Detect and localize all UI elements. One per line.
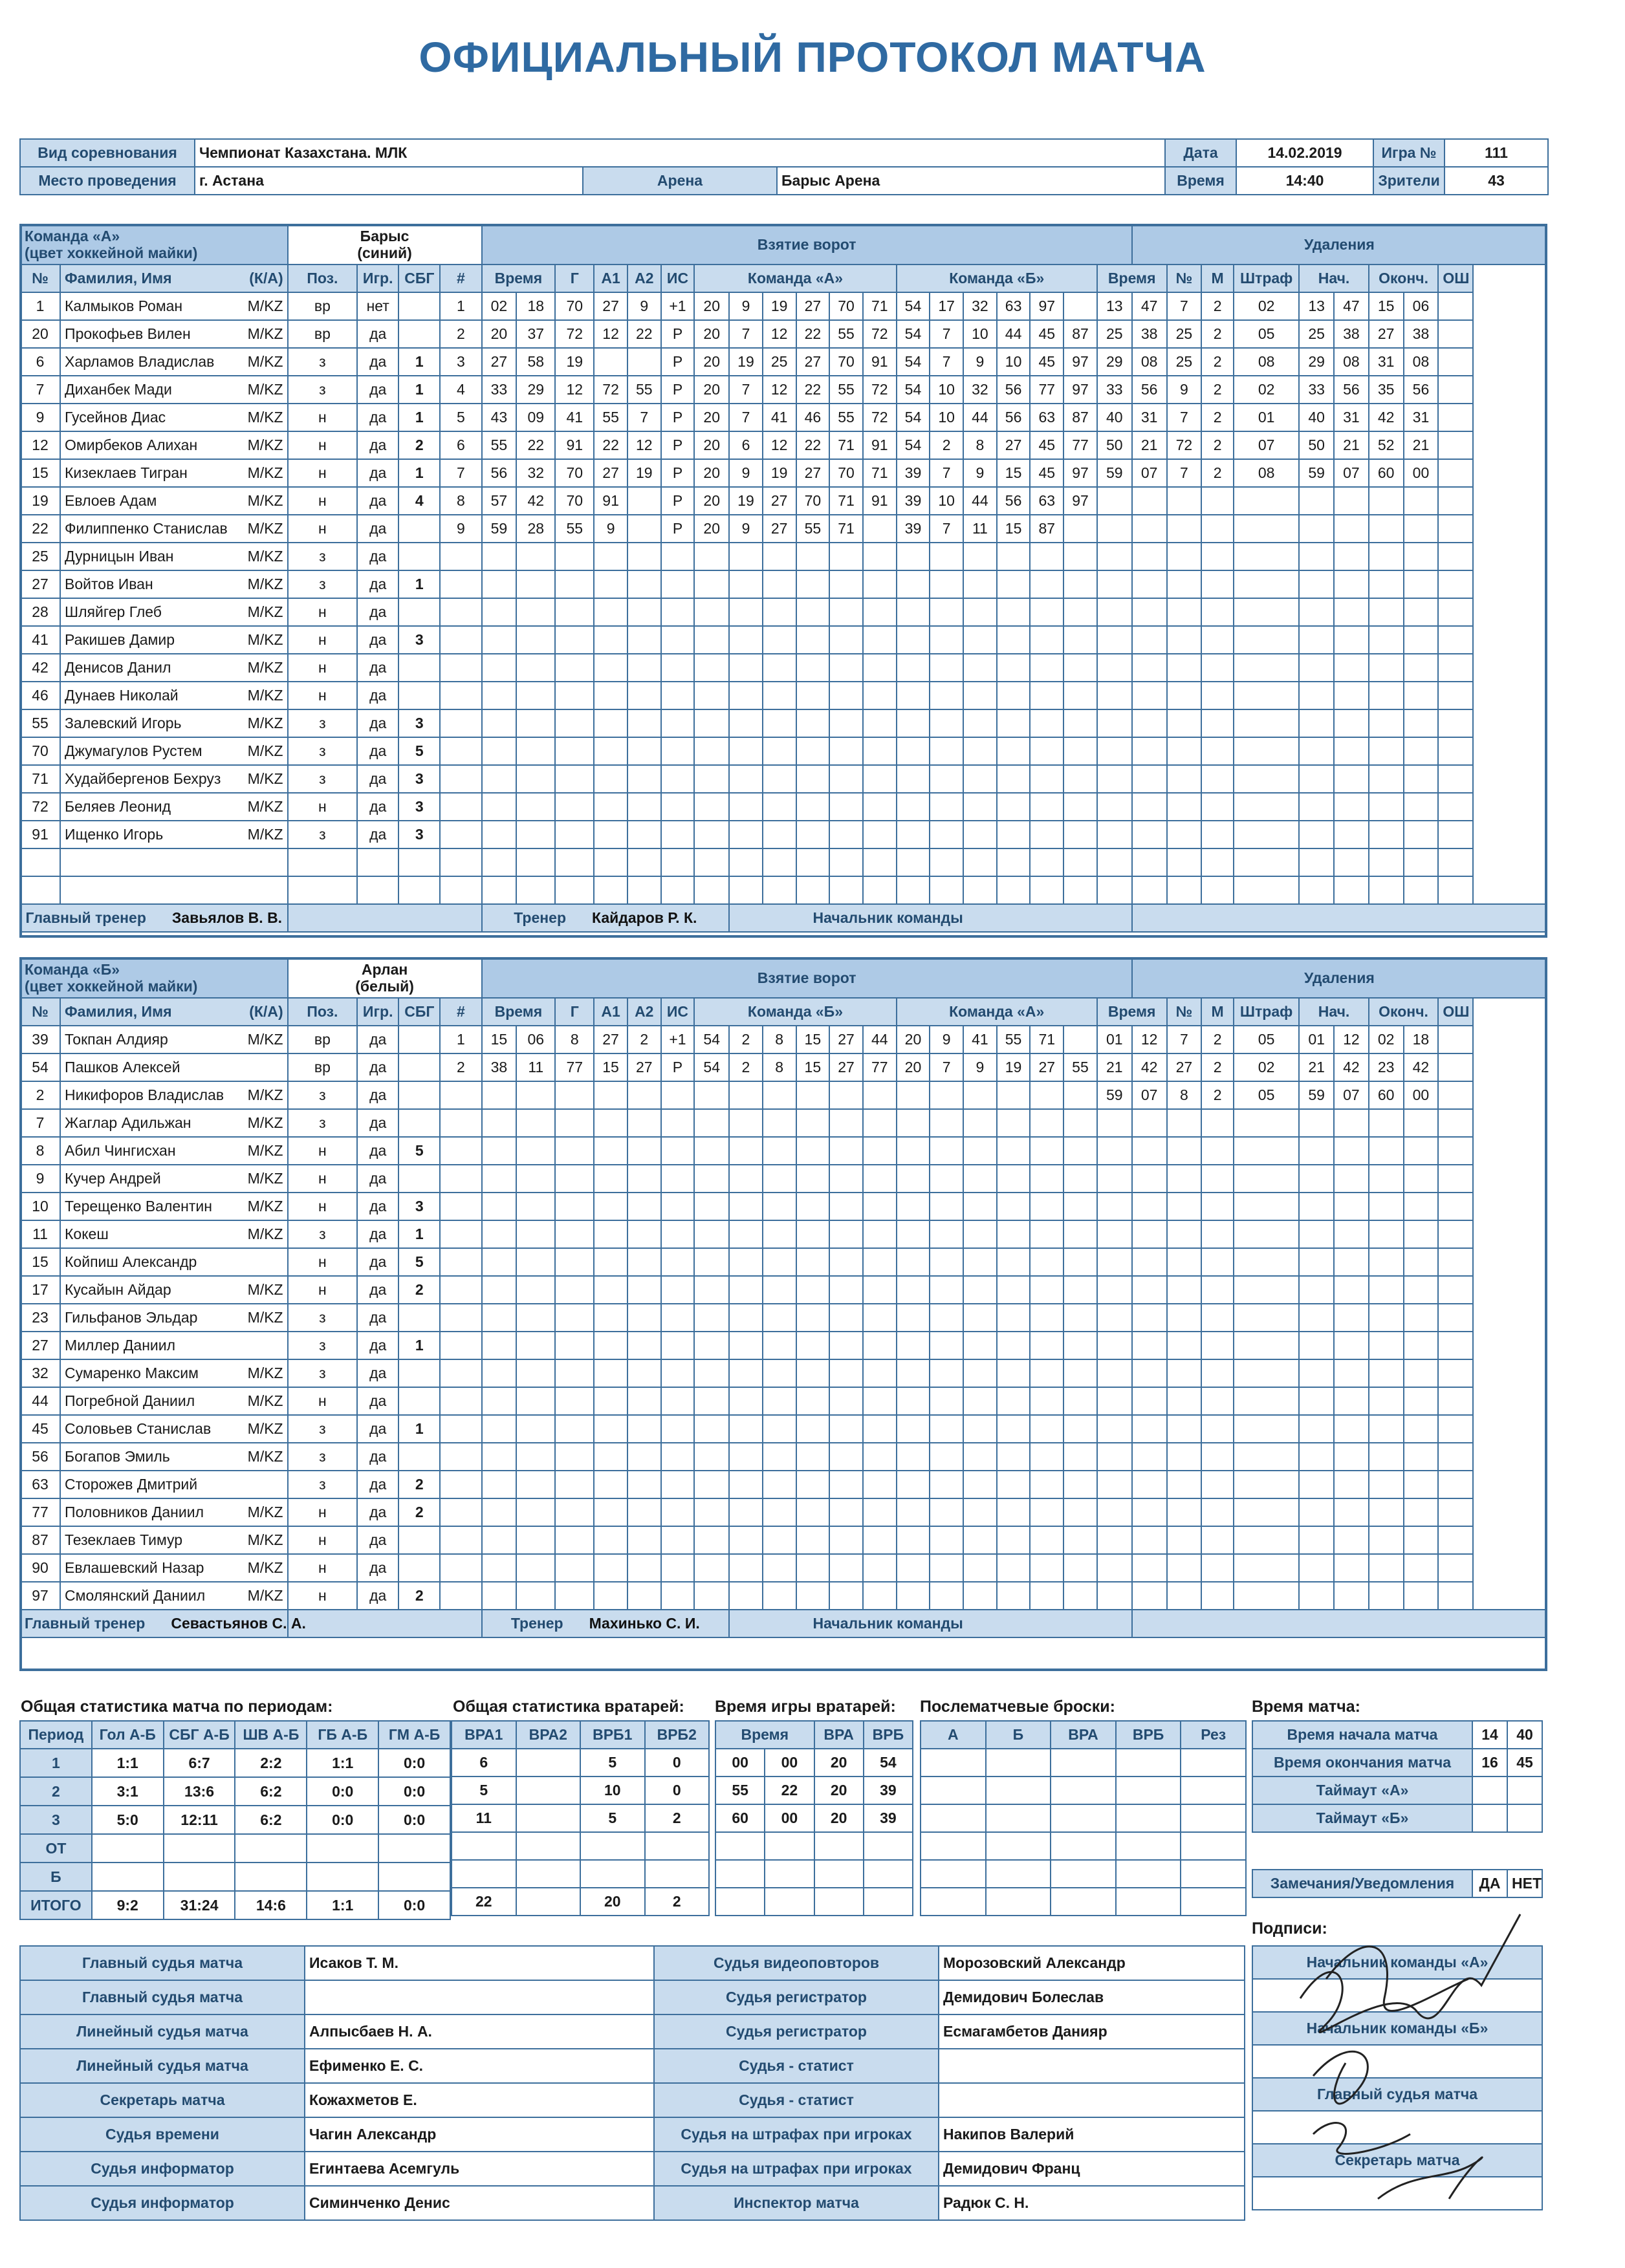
team-name: Барыс (синий) (288, 224, 482, 265)
player-row: 71 Худайбергенов Бехруз M/KZ з да 3 (20, 765, 1547, 793)
player-row: 45 Соловьев Станислав M/KZ з да 1 (20, 1415, 1547, 1443)
player-row: 7 Жаглар Адильжан M/KZ з да (20, 1109, 1547, 1137)
player-row: 25 Дурницын Иван M/KZ з да (20, 543, 1547, 570)
player-row: 39 Токпан Алдияр M/KZ вр да 1 15 06 8 27 2 +1 54 2 8 15 27 44 20 9 41 55 71 01 12 7 2 05 01 12 02 18 (20, 1026, 1547, 1053)
team-label: Команда «Б» (цвет хоккейной майки) (20, 958, 288, 998)
player-row: 15 Койпиш Александр н да 5 (20, 1248, 1547, 1276)
player-row: 56 Богапов Эмиль M/KZ з да (20, 1443, 1547, 1471)
game-no-value: 111 (1445, 139, 1548, 167)
goals-header: Взятие ворот (482, 224, 1132, 265)
player-row: 54 Пашков Алексей вр да 2 38 11 77 15 27 Р 54 2 8 15 27 77 20 7 9 19 27 55 21 42 27 2 02 21 42 23 42 (20, 1053, 1547, 1081)
player-row: 8 Абил Чингисхан M/KZ н да 5 (20, 1137, 1547, 1165)
manager-label: Начальник команды (729, 904, 1132, 932)
goalie-stats-title: Общая статистика вратарей: (453, 1698, 684, 1716)
player-row (20, 876, 1547, 904)
player-row: 46 Дунаев Николай M/KZ н да (20, 682, 1547, 709)
label-arena: Арена (583, 167, 777, 195)
player-row: 2 Никифоров Владислав M/KZ з да 59 07 8 2 05 59 07 60 00 (20, 1081, 1547, 1109)
label-time: Время (1165, 167, 1236, 195)
player-row (20, 848, 1547, 876)
goals-header: Взятие ворот (482, 958, 1132, 998)
date-value: 14.02.2019 (1236, 139, 1373, 167)
player-row: 9 Гусейнов Диас M/KZ н да 1 5 43 09 41 55 7 Р 20 7 41 46 55 72 54 10 44 56 63 87 40 31 7 2 01 40 31 42 31 (20, 404, 1547, 431)
player-row: 90 Евлашевский Назар M/KZ н да (20, 1554, 1547, 1582)
teamA-table: Команда «А» (цвет хоккейной майки) Барыс (синий) Взятие ворот Удаления № Фамилия, Имя (К/А) Поз. Игр. СБГ # Время Г А1 А2 ИС Команда «А» Команда «Б» Время № М Штраф Нач. Оконч. ОШ 1 Калмыков Роман M/KZ вр нет 1 02 18 70 27 9 +1 20 9 19 27 70 71 54 17 32 63 97 13 47 7 2 02 13 47 15 06 20 Прокофьев Вилен M/KZ вр да 2 20 37 72 12 22 Р 20 7 12 22 55 72 54 7 10 44 45 87 25 38 25 2 05 25 38 27 38 6 Харламов Владислав M/KZ з да 1 3 27 58 19 Р 20 19 25 27 70 91 54 7 9 10 45 97 29 08 25 2 08 29 08 31 08 7 Диханбек Мади M/KZ з да 1 4 33 29 12 72 55 Р 20 7 12 22 55 72 54 10 32 56 77 97 33 56 9 2 02 33 56 35 56 9 Гусейнов Диас M/KZ н да 1 5 43 09 41 55 7 Р 20 7 41 46 55 72 54 10 44 56 63 87 40 31 7 2 01 40 31 42 31 12 Омирбеков Алихан M/KZ н да 2 6 55 22 91 22 12 Р 20 6 12 22 71 91 54 2 8 27 45 77 50 21 72 2 07 50 21 52 21 15 Кизеклаев Тигран M/KZ н да 1 7 56 32 70 27 19 Р 20 9 19 27 70 71 39 7 9 15 45 97 59 07 7 2 08 59 07 60 00 19 Евлоев Адам M/KZ н да 4 8 57 42 70 91 Р 20 19 27 70 71 91 39 10 44 56 63 97 22 Филиппенко Станислав M/KZ н да 9 59 28 55 9 Р 20 9 27 55 71 39 7 11 15 87 25 Дурницын Иван M/KZ з да 27 Войтов Иван M/KZ з да 1 28 Шляйгер Глеб M/KZ н да 41 Ракишев Дамир M/KZ н да 3 42 Денисов Данил M/KZ н да 46 Дунаев Николай M/KZ н да 55 Залевский Игорь M/KZ з да 3 70 Джумагулов Рустем M/KZ з да 5 71 Худайбергенов Бехруз M/KZ з да 3 72 Беляев Леонид M/KZ н да 3 91 Ищенко Игорь M/KZ з да 3 Главный тренер Завьялов В. В. Тренер Кайдаров Р. К. Начальник команды (19, 224, 1547, 933)
player-row: 22 Филиппенко Станислав M/KZ н да 9 59 28 55 9 Р 20 9 27 55 71 39 7 11 15 87 (20, 515, 1547, 543)
player-row: 20 Прокофьев Вилен M/KZ вр да 2 20 37 72 12 22 Р 20 7 12 22 55 72 54 7 10 44 45 87 25 38 25 2 05 25 38 27 38 (20, 320, 1547, 348)
player-row: 23 Гильфанов Эльдар M/KZ з да (20, 1304, 1547, 1332)
label-place: Место проведения (20, 167, 195, 195)
player-row: 87 Тезеклаев Тимур M/KZ н да (20, 1526, 1547, 1554)
player-row: 32 Сумаренко Максим M/KZ з да (20, 1359, 1547, 1387)
time-value: 14:40 (1236, 167, 1373, 195)
header-table (19, 138, 1549, 195)
player-row: 11 Кокеш M/KZ з да 1 (20, 1220, 1547, 1248)
label-competition: Вид соревнования (20, 139, 195, 167)
competition-value: Чемпионат Казахстана. МЛК (195, 139, 1165, 167)
remarks-box: Замечания/Уведомления ДА НЕТ (1252, 1869, 1543, 1898)
match-header (19, 138, 1547, 195)
player-row: 97 Смолянский Даниил M/KZ н да 2 (20, 1582, 1547, 1610)
teamB-table: Команда «Б» (цвет хоккейной майки) Арлан (белый) Взятие ворот Удаления № Фамилия, Имя (К/А) Поз. Игр. СБГ # Время Г А1 А2 ИС Команда «Б» Команда «А» Время № М Штраф Нач. Оконч. ОШ 39 Токпан Алдияр M/KZ вр да 1 15 06 8 27 2 +1 54 2 8 15 27 44 20 9 41 55 71 01 12 7 2 05 01 12 02 18 54 Пашков Алексей вр да 2 38 11 77 15 27 Р 54 2 8 15 27 77 20 7 9 19 27 55 21 42 27 2 02 21 42 23 42 2 Никифоров Владислав M/KZ з да 59 07 8 2 05 59 07 60 00 7 Жаглар Адильжан M/KZ з да 8 Абил Чингисхан M/KZ н да 5 9 Кучер Андрей M/KZ н да 10 Терещенко Валентин M/KZ н да 3 11 Кокеш M/KZ з да 1 15 Койпиш Александр н да 5 17 Кусайын Айдар M/KZ н да 2 23 Гильфанов Эльдар M/KZ з да 27 Миллер Даниил з да 1 32 Сумаренко Максим M/KZ з да 44 Погребной Даниил M/KZ н да 45 Соловьев Станислав M/KZ з да 1 56 Богапов Эмиль M/KZ з да 63 Сторожев Дмитрий з да 2 77 Половников Даниил M/KZ н да 2 87 Тезеклаев Тимур M/KZ н да 90 Евлашевский Назар M/KZ н да 97 Смолянский Даниил M/KZ н да 2 Главный тренер Севастьянов С. А. Тренер Махинько С. И. Начальник команды (19, 957, 1547, 1638)
player-row: 63 Сторожев Дмитрий з да 2 (20, 1471, 1547, 1498)
player-row: 77 Половников Даниил M/KZ н да 2 (20, 1498, 1547, 1526)
periods-table: Период Гол А-Б СБГ А-Б ШВ А-Б ГБ А-Б ГМ А-Б 1 1:1 6:7 2:2 1:1 0:0 2 3:1 13:6 6:2 0:0 0:0 3 5:0 12:11 6:2 0:0 0:0 ОТ Б ИТОГО 9:2 31:24 14:6 1:1 0:0 (19, 1720, 451, 1920)
trainer-label: Тренер Кайдаров Р. К. (482, 904, 730, 932)
label-spectators: Зрители (1373, 167, 1445, 195)
player-row: 27 Миллер Даниил з да 1 (20, 1332, 1547, 1359)
period-stats-table (19, 1720, 451, 1920)
officials-right-table: Судья видеоповторов Морозовский Александр Судья регистратор Демидович Болеслав Судья регистратор Есмагамбетов Данияр Судья - статист Судья - статист Судья на штрафах при игроках Накипов Валерий Судья на штрафах при игроках Демидович Франц Инспектор матча Радюк С. Н. (653, 1945, 1245, 2221)
player-row: 15 Кизеклаев Тигран M/KZ н да 1 7 56 32 70 27 19 Р 20 9 19 27 70 71 39 7 9 15 45 97 59 07 7 2 08 59 07 60 00 (20, 459, 1547, 487)
team-b-section (19, 957, 1547, 1638)
player-row: 41 Ракишев Дамир M/KZ н да 3 (20, 626, 1547, 654)
player-row: 91 Ищенко Игорь M/KZ з да 3 (20, 821, 1547, 848)
goalie-time-table: Время ВРА ВРБ 00 00 20 54 55 22 20 39 60 00 20 39 (715, 1720, 913, 1916)
arena-value: Барыс Арена (777, 167, 1165, 195)
spectators-value: 43 (1445, 167, 1548, 195)
goalie-stats-table: ВРА1 ВРА2 ВРБ1 ВРБ2 6 5 0 5 10 0 11 5 2 22 20 2 (451, 1720, 710, 1916)
officials-left-table: Главный судья матча Исаков Т. М. Главный судья матча Линейный судья матча Алпысбаев Н. А. Линейный судья матча Ефименко Е. С. Секретарь матча Кожахметов Е. Судья времени Чагин Александр Судья информатор Егинтаева Асемгуль Судья информатор Симинченко Денис (19, 1945, 656, 2221)
period-stats-title: Общая статистика матча по периодам: (21, 1698, 333, 1716)
player-row: 9 Кучер Андрей M/KZ н да (20, 1165, 1547, 1193)
page-title: ОФИЦИАЛЬНЫЙ ПРОТОКОЛ МАТЧА (419, 33, 1206, 81)
player-row: 55 Залевский Игорь M/KZ з да 3 (20, 709, 1547, 737)
player-row: 17 Кусайын Айдар M/KZ н да 2 (20, 1276, 1547, 1304)
manager-label: Начальник команды (729, 1610, 1132, 1637)
player-row: 7 Диханбек Мади M/KZ з да 1 4 33 29 12 72 55 Р 20 7 12 22 55 72 54 10 32 56 77 97 33 56 9 2 02 33 56 35 56 (20, 376, 1547, 404)
label-game-no: Игра № (1373, 139, 1445, 167)
player-row: 6 Харламов Владислав M/KZ з да 1 3 27 58 19 Р 20 19 25 27 70 91 54 7 9 10 45 97 29 08 25 2 08 29 08 31 08 (20, 348, 1547, 376)
player-row: 27 Войтов Иван M/KZ з да 1 (20, 570, 1547, 598)
team-name: Арлан (белый) (288, 958, 482, 998)
player-row: 70 Джумагулов Рустем M/KZ з да 5 (20, 737, 1547, 765)
player-row: 12 Омирбеков Алихан M/KZ н да 2 6 55 22 91 22 12 Р 20 6 12 22 71 91 54 2 8 27 45 77 50 21 72 2 07 50 21 52 21 (20, 431, 1547, 459)
penalties-header: Удаления (1132, 958, 1547, 998)
head-coach-label: Главный тренер Севастьянов С. А. (20, 1610, 288, 1637)
player-row: 1 Калмыков Роман M/KZ вр нет 1 02 18 70 27 9 +1 20 9 19 27 70 71 54 17 32 63 97 13 47 7 2 02 13 47 15 06 (20, 292, 1547, 320)
head-coach-label: Главный тренер Завьялов В. В. (20, 904, 288, 932)
player-row: 44 Погребной Даниил M/KZ н да (20, 1387, 1547, 1415)
signatures-table: Начальник команды «А» Начальник команды «Б» Главный судья матча Секретарь матча (1252, 1945, 1543, 2210)
team-a-section (19, 224, 1547, 933)
label-date: Дата (1165, 139, 1236, 167)
match-time-table: Время начала матча 14 40 Время окончания матча 16 45 Таймаут «А» Таймаут «Б» (1252, 1720, 1543, 1833)
penalties-header: Удаления (1132, 224, 1547, 265)
player-row: 10 Терещенко Валентин M/KZ н да 3 (20, 1193, 1547, 1220)
player-row: 72 Беляев Леонид M/KZ н да 3 (20, 793, 1547, 821)
match-time-title: Время матча: (1252, 1698, 1360, 1716)
signatures-title: Подписи: (1252, 1919, 1327, 1938)
place-value: г. Астана (195, 167, 583, 195)
team-label: Команда «А» (цвет хоккейной майки) (20, 224, 288, 265)
player-row: 19 Евлоев Адам M/KZ н да 4 8 57 42 70 91 Р 20 19 27 70 71 91 39 10 44 56 63 97 (20, 487, 1547, 515)
goalie-time-title: Время игры вратарей: (715, 1698, 896, 1716)
trainer-label: Тренер Махинько С. И. (482, 1610, 730, 1637)
shootout-title: Послематчевые броски: (920, 1698, 1116, 1716)
player-row: 42 Денисов Данил M/KZ н да (20, 654, 1547, 682)
player-row: 28 Шляйгер Глеб M/KZ н да (20, 598, 1547, 626)
shootout-table: А Б ВРА ВРБ Рез (920, 1720, 1247, 1916)
